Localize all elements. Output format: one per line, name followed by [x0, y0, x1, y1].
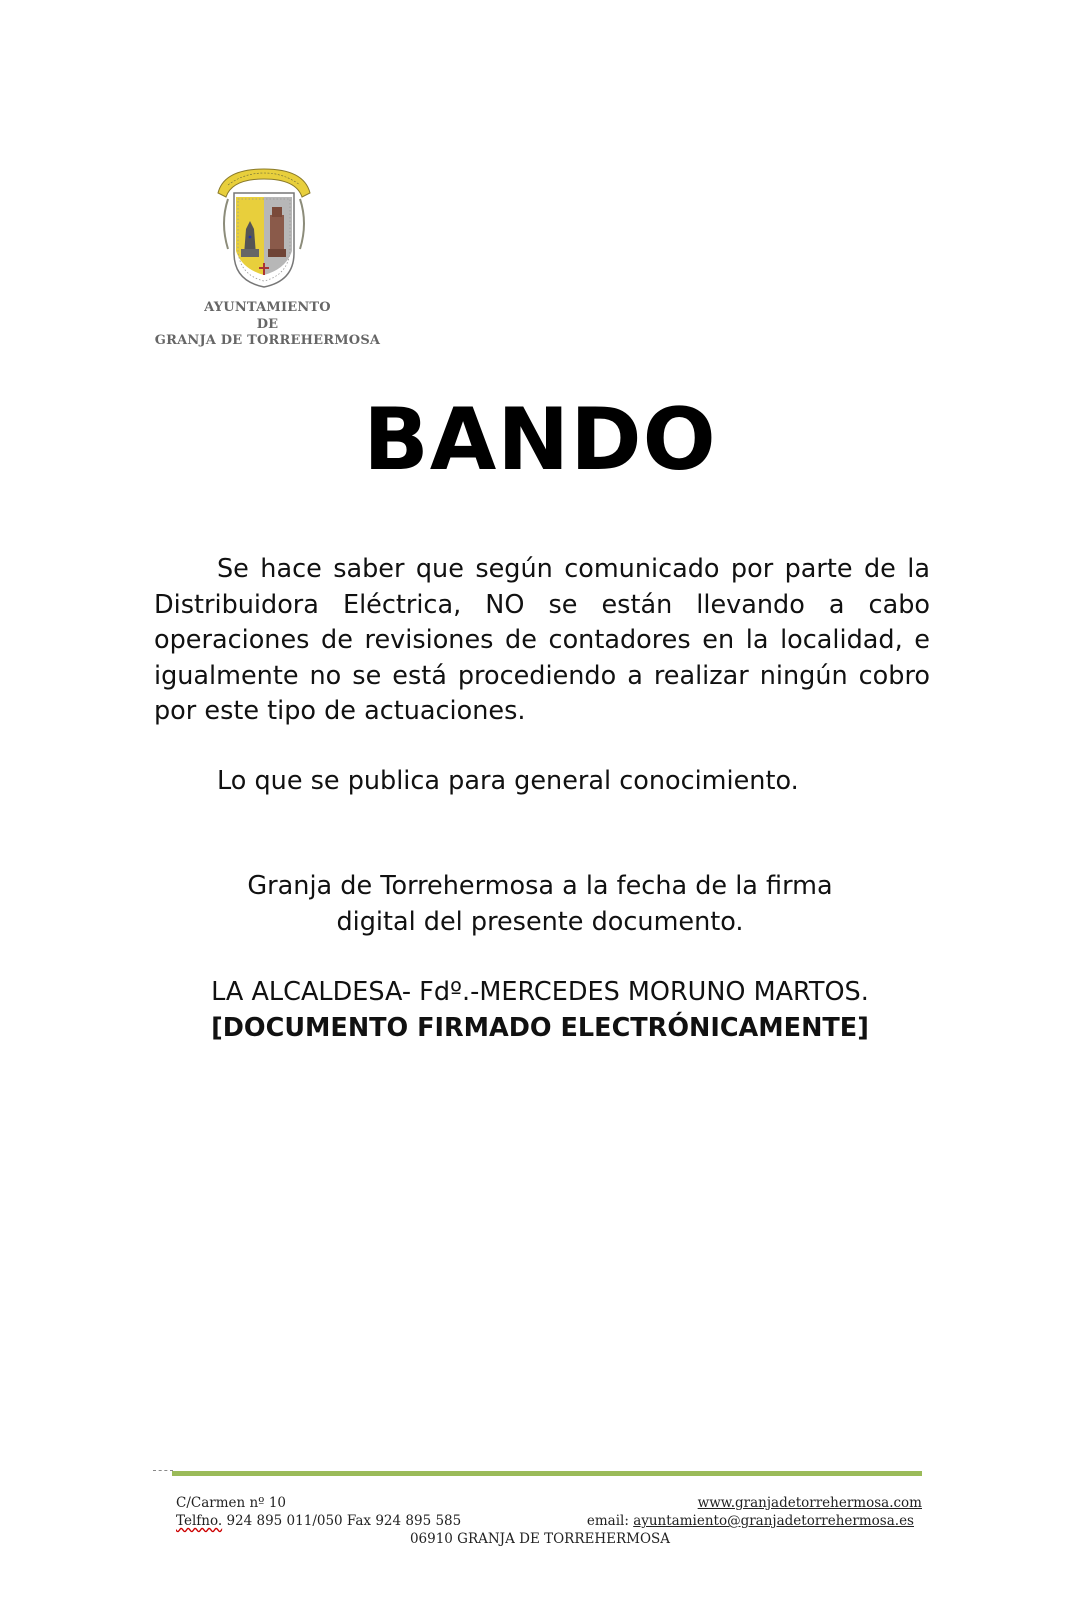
footer-phone-number: 924 895 011/050 Fax 924 895 585	[226, 1513, 462, 1529]
place-date-line-2: digital del presente documento.	[336, 906, 744, 937]
footer-address: C/Carmen nº 10	[176, 1495, 286, 1511]
footer-website-link[interactable]: www.granjadetorrehermosa.com	[697, 1495, 922, 1511]
letterhead-org-name	[150, 300, 385, 350]
footer-email	[587, 1513, 914, 1529]
footer-divider	[172, 1471, 922, 1476]
footer-email-link[interactable]: ayuntamiento@granjadetorrehermosa.es	[633, 1513, 914, 1529]
letterhead-line-3: GRANJA DE TORREHERMOSA	[154, 333, 381, 348]
place-and-date	[150, 869, 930, 940]
footer-email-label: email:	[586, 1513, 629, 1529]
footer-phone	[176, 1513, 461, 1529]
place-date-line-1: Granja de Torrehermosa a la fecha de la firma	[247, 871, 833, 901]
footer-postal-address: 06910 GRANJA DE TORREHERMOSA	[409, 1531, 671, 1547]
footer-divider-dash	[153, 1470, 173, 1471]
coat-of-arms-logo	[214, 163, 314, 298]
document-body-paragraph: Se hace saber que según comunicado por parte de la Distribuidora Eléctrica, NO se están llevando a cabo operaciones de revisiones de contadores en la localidad, e igualmente no se está procediendo a realizar ningún cobro por este tipo de actuaciones.	[154, 554, 930, 726]
document-title: BANDO	[363, 390, 717, 490]
electronic-signature-note: [DOCUMENTO FIRMADO ELECTRÓNICAMENTE]	[211, 1013, 869, 1043]
letterhead-line-2: DE	[256, 316, 279, 332]
signer-line: LA ALCALDESA- Fdº.-MERCEDES MORUNO MARTOS.	[211, 977, 869, 1007]
document-closing-line: Lo que se publica para general conocimiento.	[217, 766, 799, 796]
letterhead-line-1: AYUNTAMIENTO	[204, 300, 331, 315]
footer-phone-label: Telfno.	[176, 1513, 223, 1529]
